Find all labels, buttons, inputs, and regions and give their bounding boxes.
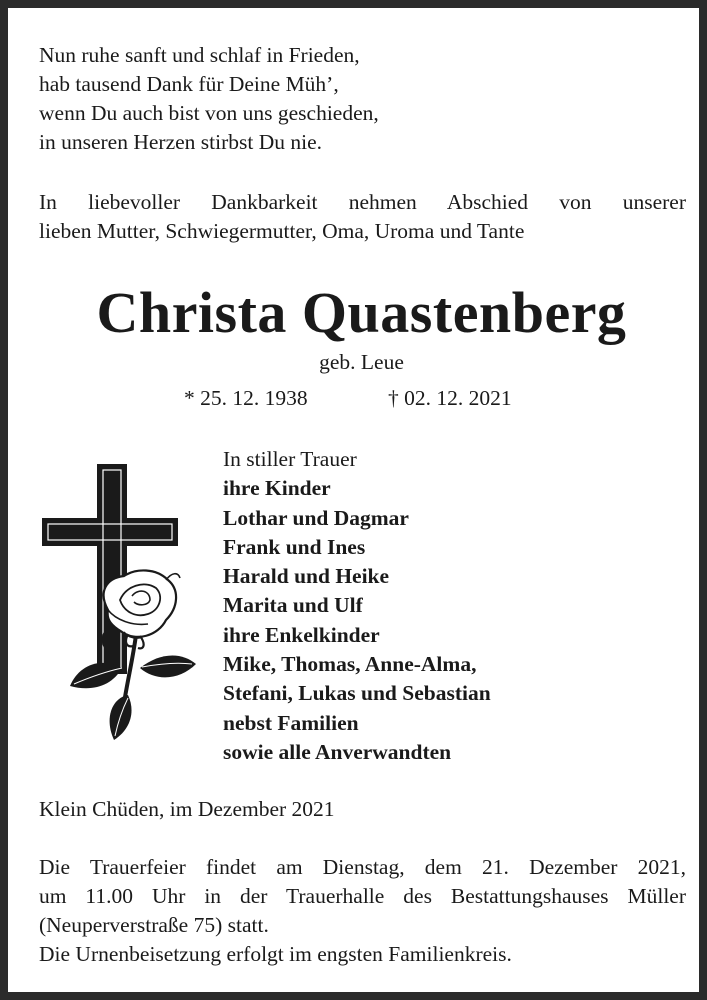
intro-line: In liebevoller Dankbarkeit nehmen Abschied von unserer <box>39 190 686 214</box>
maiden-name: geb. Leue <box>319 350 404 374</box>
death-date: † 02. 12. 2021 <box>388 386 512 410</box>
mourner-line: Lothar und Dagmar <box>223 505 409 530</box>
mourner-line: Stefani, Lukas und Sebastian <box>223 681 491 706</box>
mourner-line: ihre Enkelkinder <box>223 622 380 647</box>
mourner-line: Frank und Ines <box>223 534 366 559</box>
farewell-intro <box>39 188 686 246</box>
poem-line: Nun ruhe sanft und schlaf in Frieden, <box>39 43 360 67</box>
funeral-line: um 11.00 Uhr in der Trauerhalle des Bestattungshauses Müller <box>39 884 686 908</box>
mourner-line: Mike, Thomas, Anne-Alma, <box>223 652 477 677</box>
poem-line: wenn Du auch bist von uns geschieden, <box>39 101 379 125</box>
deceased-name: Christa Quastenberg <box>96 280 627 345</box>
mourners-heading: In stiller Trauer <box>223 447 357 471</box>
birth-date: * 25. 12. 1938 <box>184 386 308 410</box>
poem-line: in unseren Herzen stirbst Du nie. <box>39 130 323 154</box>
funeral-details <box>39 853 686 969</box>
poem-line: hab tausend Dank für Deine Müh’, <box>39 72 339 96</box>
mourner-line: Marita und Ulf <box>223 593 363 618</box>
funeral-line: (Neuperverstraße 75) statt. <box>39 913 269 937</box>
place-and-date: Klein Chüden, im Dezember 2021 <box>39 797 335 821</box>
funeral-line: Die Urnenbeisetzung erfolgt im engsten Familienkreis. <box>39 942 512 966</box>
mourner-line: ihre Kinder <box>223 476 331 501</box>
mourners-list <box>223 445 491 767</box>
mourner-line: Harald und Heike <box>223 564 390 589</box>
cross-and-rose-artwork <box>40 460 200 750</box>
mourner-line: nebst Familien <box>223 710 359 735</box>
rose-icon <box>70 570 196 740</box>
poem-verse <box>39 41 379 157</box>
intro-line: lieben Mutter, Schwiegermutter, Oma, Uroma und Tante <box>39 219 525 243</box>
funeral-line: Die Trauerfeier findet am Dienstag, dem 21. Dezember 2021, <box>39 855 686 879</box>
mourner-line: sowie alle Anverwandten <box>223 739 452 764</box>
